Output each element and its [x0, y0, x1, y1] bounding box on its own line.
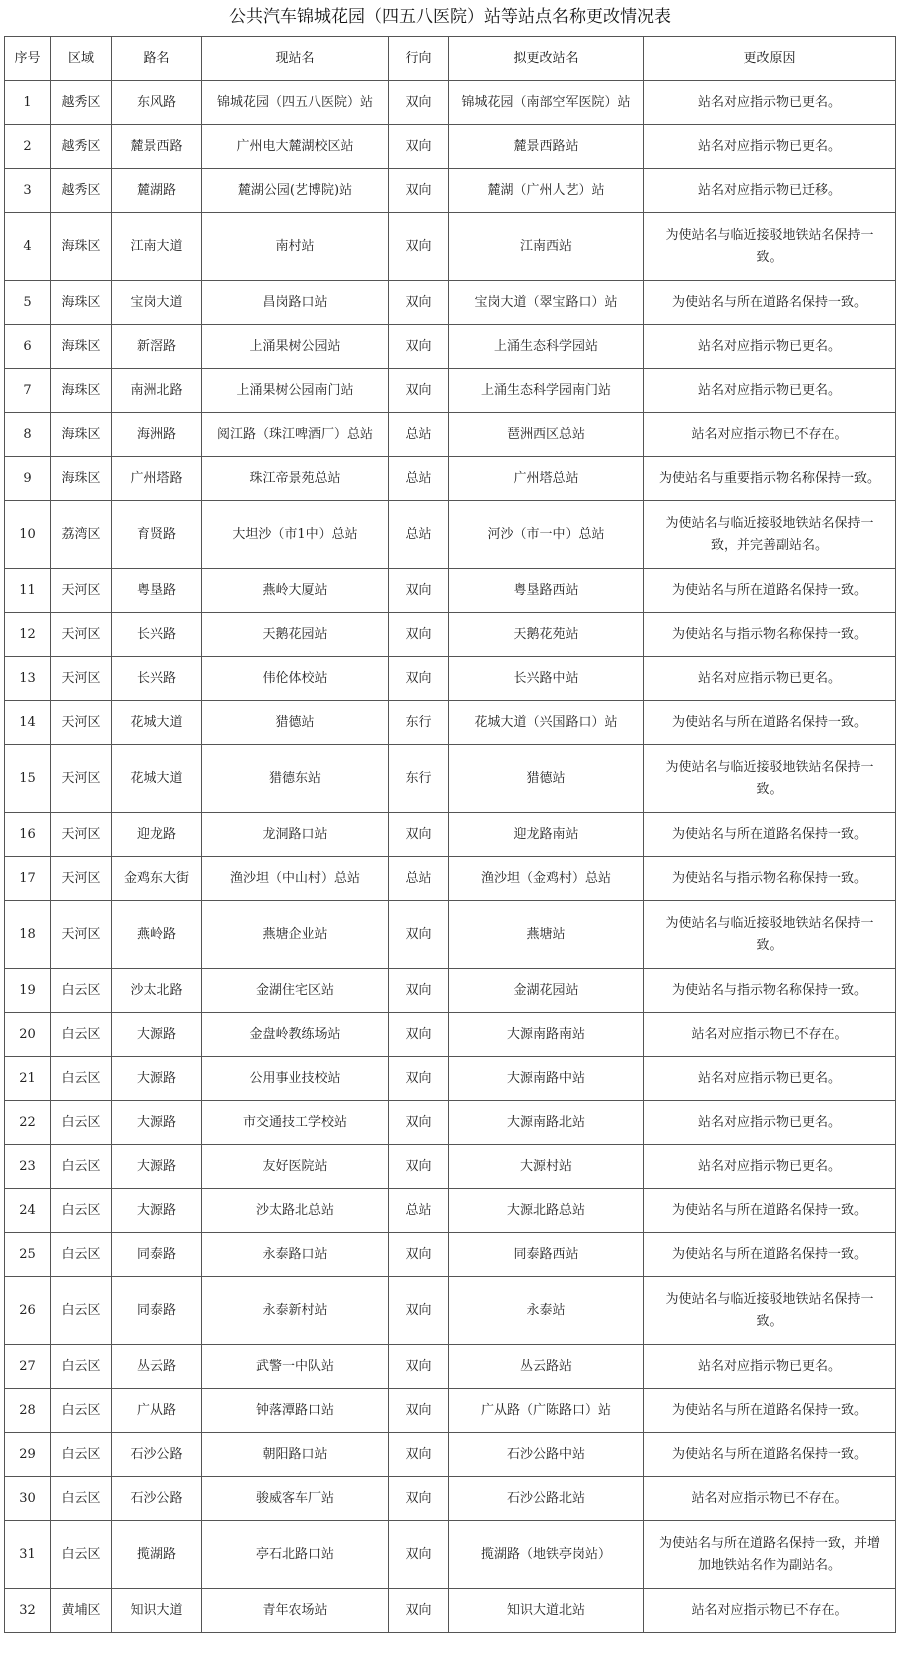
cell-district: 荔湾区	[51, 501, 112, 569]
cell-new-name: 燕塘站	[449, 901, 644, 969]
cell-road: 揽湖路	[112, 1521, 202, 1589]
cell-direction: 双向	[389, 1101, 449, 1145]
cell-current-name: 骏威客车厂站	[202, 1477, 389, 1521]
cell-road: 大源路	[112, 1013, 202, 1057]
table-row	[5, 901, 896, 969]
cell-current-name: 武警一中队站	[202, 1345, 389, 1389]
cell-new-name: 锦城花园（南部空军医院）站	[449, 81, 644, 125]
cell-new-name: 永泰站	[449, 1277, 644, 1345]
cell-direction: 东行	[389, 745, 449, 813]
cell-road: 金鸡东大街	[112, 857, 202, 901]
cell-district: 海珠区	[51, 369, 112, 413]
cell-direction: 总站	[389, 501, 449, 569]
cell-index: 14	[5, 701, 51, 745]
cell-new-name: 揽湖路（地铁亭岗站）	[449, 1521, 644, 1589]
cell-road: 同泰路	[112, 1233, 202, 1277]
cell-new-name: 知识大道北站	[449, 1589, 644, 1633]
cell-reason: 站名对应指示物已更名。	[644, 657, 896, 701]
cell-district: 白云区	[51, 1189, 112, 1233]
cell-current-name: 麓湖公园(艺博院)站	[202, 169, 389, 213]
cell-road: 麓景西路	[112, 125, 202, 169]
table-row	[5, 1277, 896, 1345]
table-row	[5, 969, 896, 1013]
cell-district: 白云区	[51, 1433, 112, 1477]
table-row	[5, 1145, 896, 1189]
cell-reason: 为使站名与临近接驳地铁站名保持一致。	[644, 213, 896, 281]
cell-new-name: 天鹅花苑站	[449, 613, 644, 657]
cell-direction: 双向	[389, 1433, 449, 1477]
cell-current-name: 公用事业技校站	[202, 1057, 389, 1101]
cell-direction: 双向	[389, 169, 449, 213]
cell-current-name: 天鹅花园站	[202, 613, 389, 657]
cell-road: 沙太北路	[112, 969, 202, 1013]
table-row	[5, 457, 896, 501]
cell-direction: 双向	[389, 281, 449, 325]
cell-reason: 为使站名与临近接驳地铁站名保持一致。	[644, 901, 896, 969]
cell-current-name: 朝阳路口站	[202, 1433, 389, 1477]
cell-reason: 站名对应指示物已不存在。	[644, 413, 896, 457]
cell-new-name: 上涌生态科学园站	[449, 325, 644, 369]
cell-index: 7	[5, 369, 51, 413]
cell-district: 白云区	[51, 1521, 112, 1589]
cell-current-name: 上涌果树公园南门站	[202, 369, 389, 413]
cell-road: 花城大道	[112, 745, 202, 813]
cell-reason: 为使站名与临近接驳地铁站名保持一致。	[644, 1277, 896, 1345]
table-row	[5, 1389, 896, 1433]
cell-index: 19	[5, 969, 51, 1013]
cell-index: 31	[5, 1521, 51, 1589]
cell-index: 32	[5, 1589, 51, 1633]
cell-reason: 站名对应指示物已更名。	[644, 1057, 896, 1101]
cell-district: 海珠区	[51, 413, 112, 457]
cell-new-name: 上涌生态科学园南门站	[449, 369, 644, 413]
cell-district: 海珠区	[51, 457, 112, 501]
cell-index: 27	[5, 1345, 51, 1389]
cell-direction: 双向	[389, 1589, 449, 1633]
table-row	[5, 325, 896, 369]
cell-reason: 为使站名与所在道路名保持一致。	[644, 1433, 896, 1477]
cell-new-name: 渔沙坦（金鸡村）总站	[449, 857, 644, 901]
cell-district: 天河区	[51, 745, 112, 813]
cell-current-name: 广州电大麓湖校区站	[202, 125, 389, 169]
cell-road: 迎龙路	[112, 813, 202, 857]
cell-index: 26	[5, 1277, 51, 1345]
cell-current-name: 上涌果树公园站	[202, 325, 389, 369]
cell-district: 白云区	[51, 1345, 112, 1389]
cell-new-name: 宝岗大道（翠宝路口）站	[449, 281, 644, 325]
cell-road: 燕岭路	[112, 901, 202, 969]
cell-index: 2	[5, 125, 51, 169]
table-row	[5, 1521, 896, 1589]
cell-new-name: 河沙（市一中）总站	[449, 501, 644, 569]
cell-index: 29	[5, 1433, 51, 1477]
cell-new-name: 麓景西路站	[449, 125, 644, 169]
cell-current-name: 钟落潭路口站	[202, 1389, 389, 1433]
cell-current-name: 珠江帝景苑总站	[202, 457, 389, 501]
cell-direction: 双向	[389, 813, 449, 857]
cell-district: 白云区	[51, 1101, 112, 1145]
table-row	[5, 501, 896, 569]
header-direction: 行向	[389, 37, 449, 81]
table-row	[5, 1233, 896, 1277]
cell-district: 天河区	[51, 569, 112, 613]
cell-new-name: 大源南路南站	[449, 1013, 644, 1057]
cell-new-name: 迎龙路南站	[449, 813, 644, 857]
cell-direction: 双向	[389, 1521, 449, 1589]
cell-reason: 站名对应指示物已迁移。	[644, 169, 896, 213]
header-row	[5, 37, 896, 81]
cell-new-name: 麓湖（广州人艺）站	[449, 169, 644, 213]
cell-new-name: 大源南路北站	[449, 1101, 644, 1145]
cell-current-name: 燕岭大厦站	[202, 569, 389, 613]
cell-current-name: 亭石北路口站	[202, 1521, 389, 1589]
cell-reason: 为使站名与所在道路名保持一致。	[644, 1189, 896, 1233]
cell-index: 1	[5, 81, 51, 125]
station-rename-table	[4, 36, 896, 1633]
cell-index: 17	[5, 857, 51, 901]
cell-district: 天河区	[51, 813, 112, 857]
cell-current-name: 友好医院站	[202, 1145, 389, 1189]
cell-new-name: 猎德站	[449, 745, 644, 813]
cell-direction: 双向	[389, 613, 449, 657]
table-row	[5, 1589, 896, 1633]
cell-current-name: 永泰路口站	[202, 1233, 389, 1277]
header-road: 路名	[112, 37, 202, 81]
cell-index: 11	[5, 569, 51, 613]
cell-road: 大源路	[112, 1101, 202, 1145]
cell-index: 10	[5, 501, 51, 569]
table-row	[5, 569, 896, 613]
cell-district: 天河区	[51, 613, 112, 657]
cell-new-name: 大源北路总站	[449, 1189, 644, 1233]
cell-district: 白云区	[51, 1233, 112, 1277]
cell-district: 越秀区	[51, 169, 112, 213]
table-row	[5, 213, 896, 281]
cell-reason: 站名对应指示物已不存在。	[644, 1589, 896, 1633]
cell-reason: 站名对应指示物已不存在。	[644, 1477, 896, 1521]
cell-index: 16	[5, 813, 51, 857]
table-row	[5, 281, 896, 325]
cell-reason: 站名对应指示物已不存在。	[644, 1013, 896, 1057]
cell-road: 花城大道	[112, 701, 202, 745]
cell-direction: 双向	[389, 125, 449, 169]
cell-index: 5	[5, 281, 51, 325]
table-row	[5, 857, 896, 901]
cell-road: 石沙公路	[112, 1477, 202, 1521]
cell-current-name: 市交通技工学校站	[202, 1101, 389, 1145]
cell-current-name: 伟伦体校站	[202, 657, 389, 701]
table-row	[5, 657, 896, 701]
cell-road: 广州塔路	[112, 457, 202, 501]
cell-reason: 站名对应指示物已更名。	[644, 81, 896, 125]
cell-current-name: 青年农场站	[202, 1589, 389, 1633]
cell-index: 3	[5, 169, 51, 213]
cell-direction: 总站	[389, 1189, 449, 1233]
cell-current-name: 金盘岭教练场站	[202, 1013, 389, 1057]
table-row	[5, 81, 896, 125]
cell-district: 白云区	[51, 1057, 112, 1101]
cell-district: 海珠区	[51, 281, 112, 325]
table-row	[5, 169, 896, 213]
cell-reason: 为使站名与所在道路名保持一致。	[644, 1233, 896, 1277]
cell-district: 白云区	[51, 1277, 112, 1345]
cell-direction: 双向	[389, 1389, 449, 1433]
cell-reason: 为使站名与指示物名称保持一致。	[644, 857, 896, 901]
cell-new-name: 广从路（广陈路口）站	[449, 1389, 644, 1433]
cell-road: 南洲北路	[112, 369, 202, 413]
cell-new-name: 同泰路西站	[449, 1233, 644, 1277]
cell-direction: 双向	[389, 1345, 449, 1389]
cell-current-name: 永泰新村站	[202, 1277, 389, 1345]
table-row	[5, 701, 896, 745]
cell-reason: 站名对应指示物已更名。	[644, 125, 896, 169]
cell-direction: 双向	[389, 657, 449, 701]
cell-new-name: 江南西站	[449, 213, 644, 281]
cell-reason: 为使站名与所在道路名保持一致。	[644, 701, 896, 745]
cell-reason: 为使站名与所在道路名保持一致，并增加地铁站名作为副站名。	[644, 1521, 896, 1589]
cell-reason: 站名对应指示物已更名。	[644, 1145, 896, 1189]
header-new-name: 拟更改站名	[449, 37, 644, 81]
cell-road: 海洲路	[112, 413, 202, 457]
cell-road: 石沙公路	[112, 1433, 202, 1477]
cell-direction: 双向	[389, 1057, 449, 1101]
cell-current-name: 昌岗路口站	[202, 281, 389, 325]
cell-direction: 双向	[389, 901, 449, 969]
table-row	[5, 613, 896, 657]
cell-new-name: 广州塔总站	[449, 457, 644, 501]
cell-reason: 为使站名与所在道路名保持一致。	[644, 813, 896, 857]
cell-district: 白云区	[51, 1389, 112, 1433]
cell-road: 粤垦路	[112, 569, 202, 613]
header-index: 序号	[5, 37, 51, 81]
cell-index: 25	[5, 1233, 51, 1277]
table-row	[5, 1013, 896, 1057]
cell-reason: 站名对应指示物已更名。	[644, 1345, 896, 1389]
cell-direction: 双向	[389, 213, 449, 281]
cell-road: 大源路	[112, 1145, 202, 1189]
cell-new-name: 大源南路中站	[449, 1057, 644, 1101]
cell-index: 24	[5, 1189, 51, 1233]
cell-road: 大源路	[112, 1057, 202, 1101]
cell-current-name: 燕塘企业站	[202, 901, 389, 969]
cell-reason: 为使站名与所在道路名保持一致。	[644, 281, 896, 325]
cell-road: 长兴路	[112, 613, 202, 657]
cell-index: 20	[5, 1013, 51, 1057]
cell-direction: 双向	[389, 1277, 449, 1345]
cell-index: 4	[5, 213, 51, 281]
cell-index: 6	[5, 325, 51, 369]
table-row	[5, 1189, 896, 1233]
cell-road: 大源路	[112, 1189, 202, 1233]
cell-current-name: 大坦沙（市1中）总站	[202, 501, 389, 569]
cell-current-name: 沙太路北总站	[202, 1189, 389, 1233]
cell-road: 丛云路	[112, 1345, 202, 1389]
cell-direction: 双向	[389, 1013, 449, 1057]
cell-index: 21	[5, 1057, 51, 1101]
cell-road: 宝岗大道	[112, 281, 202, 325]
cell-reason: 为使站名与指示物名称保持一致。	[644, 969, 896, 1013]
cell-new-name: 金湖花园站	[449, 969, 644, 1013]
cell-current-name: 锦城花园（四五八医院）站	[202, 81, 389, 125]
cell-new-name: 琶洲西区总站	[449, 413, 644, 457]
header-district: 区域	[51, 37, 112, 81]
table-title: 公共汽车锦城花园（四五八医院）站等站点名称更改情况表	[229, 7, 671, 27]
cell-current-name: 金湖住宅区站	[202, 969, 389, 1013]
cell-new-name: 石沙公路北站	[449, 1477, 644, 1521]
cell-direction: 双向	[389, 325, 449, 369]
cell-reason: 站名对应指示物已更名。	[644, 325, 896, 369]
cell-current-name: 渔沙坦（中山村）总站	[202, 857, 389, 901]
table-row	[5, 125, 896, 169]
cell-index: 12	[5, 613, 51, 657]
cell-current-name: 猎德东站	[202, 745, 389, 813]
cell-district: 天河区	[51, 901, 112, 969]
cell-index: 22	[5, 1101, 51, 1145]
cell-road: 育贤路	[112, 501, 202, 569]
cell-road: 麓湖路	[112, 169, 202, 213]
cell-district: 白云区	[51, 969, 112, 1013]
table-row	[5, 369, 896, 413]
table-row	[5, 1057, 896, 1101]
cell-district: 白云区	[51, 1013, 112, 1057]
cell-district: 白云区	[51, 1477, 112, 1521]
cell-index: 28	[5, 1389, 51, 1433]
cell-road: 广从路	[112, 1389, 202, 1433]
cell-current-name: 龙洞路口站	[202, 813, 389, 857]
cell-new-name: 大源村站	[449, 1145, 644, 1189]
cell-index: 23	[5, 1145, 51, 1189]
header-reason: 更改原因	[644, 37, 896, 81]
cell-index: 30	[5, 1477, 51, 1521]
cell-new-name: 长兴路中站	[449, 657, 644, 701]
cell-district: 海珠区	[51, 213, 112, 281]
cell-district: 海珠区	[51, 325, 112, 369]
header-current-name: 现站名	[202, 37, 389, 81]
cell-road: 知识大道	[112, 1589, 202, 1633]
cell-new-name: 石沙公路中站	[449, 1433, 644, 1477]
cell-current-name: 猎德站	[202, 701, 389, 745]
cell-district: 天河区	[51, 701, 112, 745]
cell-reason: 为使站名与所在道路名保持一致。	[644, 569, 896, 613]
cell-district: 黄埔区	[51, 1589, 112, 1633]
cell-reason: 为使站名与所在道路名保持一致。	[644, 1389, 896, 1433]
cell-new-name: 粤垦路西站	[449, 569, 644, 613]
cell-index: 18	[5, 901, 51, 969]
cell-direction: 双向	[389, 369, 449, 413]
cell-current-name: 阅江路（珠江啤酒厂）总站	[202, 413, 389, 457]
cell-district: 越秀区	[51, 81, 112, 125]
cell-reason: 为使站名与临近接驳地铁站名保持一致，并完善副站名。	[644, 501, 896, 569]
cell-direction: 总站	[389, 857, 449, 901]
cell-district: 天河区	[51, 857, 112, 901]
cell-reason: 为使站名与指示物名称保持一致。	[644, 613, 896, 657]
cell-direction: 东行	[389, 701, 449, 745]
cell-direction: 双向	[389, 1145, 449, 1189]
cell-index: 9	[5, 457, 51, 501]
cell-reason: 站名对应指示物已更名。	[644, 369, 896, 413]
table-body	[5, 81, 896, 1633]
table-row	[5, 1477, 896, 1521]
cell-road: 江南大道	[112, 213, 202, 281]
cell-direction: 双向	[389, 1233, 449, 1277]
cell-district: 越秀区	[51, 125, 112, 169]
cell-index: 15	[5, 745, 51, 813]
table-row	[5, 813, 896, 857]
cell-current-name: 南村站	[202, 213, 389, 281]
cell-road: 东风路	[112, 81, 202, 125]
cell-direction: 双向	[389, 81, 449, 125]
cell-road: 长兴路	[112, 657, 202, 701]
cell-direction: 总站	[389, 413, 449, 457]
cell-district: 天河区	[51, 657, 112, 701]
cell-road: 新滘路	[112, 325, 202, 369]
cell-index: 13	[5, 657, 51, 701]
cell-direction: 双向	[389, 1477, 449, 1521]
cell-reason: 为使站名与重要指示物名称保持一致。	[644, 457, 896, 501]
cell-index: 8	[5, 413, 51, 457]
cell-direction: 总站	[389, 457, 449, 501]
cell-new-name: 花城大道（兴国路口）站	[449, 701, 644, 745]
cell-district: 白云区	[51, 1145, 112, 1189]
table-row	[5, 1433, 896, 1477]
cell-reason: 为使站名与临近接驳地铁站名保持一致。	[644, 745, 896, 813]
cell-direction: 双向	[389, 569, 449, 613]
cell-road: 同泰路	[112, 1277, 202, 1345]
table-row	[5, 1101, 896, 1145]
cell-direction: 双向	[389, 969, 449, 1013]
cell-reason: 站名对应指示物已更名。	[644, 1101, 896, 1145]
table-row	[5, 745, 896, 813]
cell-new-name: 丛云路站	[449, 1345, 644, 1389]
table-row	[5, 413, 896, 457]
table-row	[5, 1345, 896, 1389]
